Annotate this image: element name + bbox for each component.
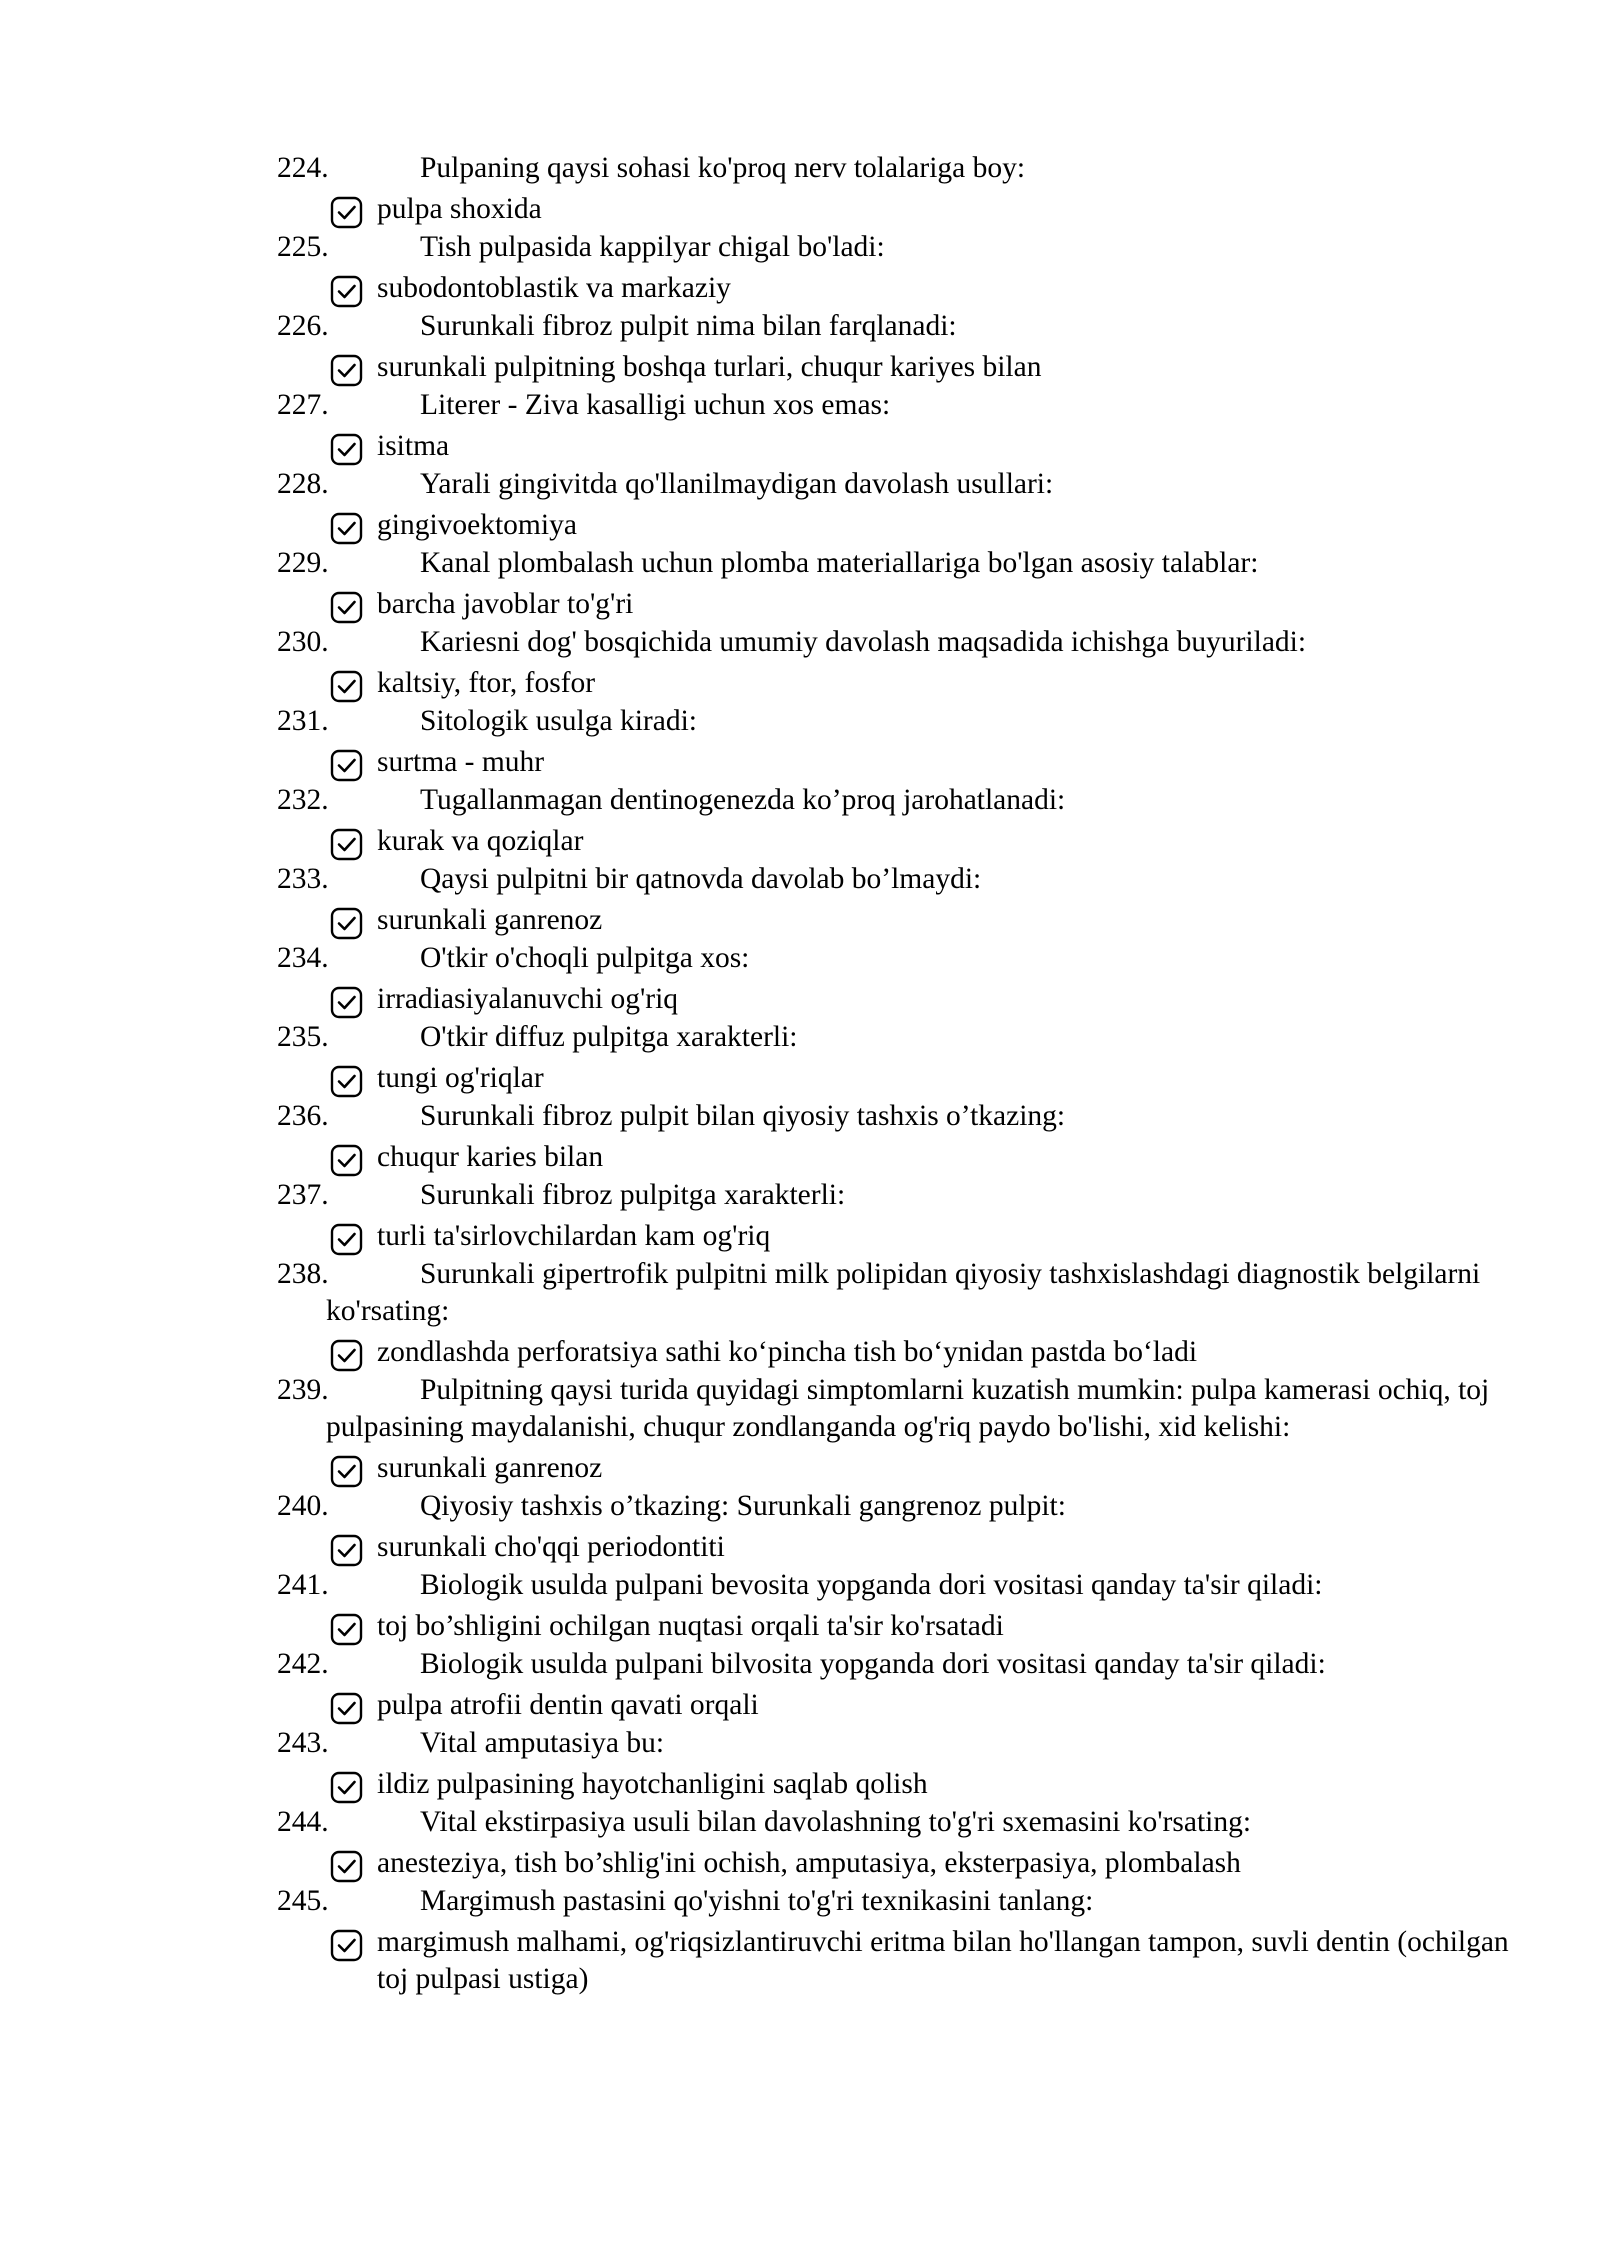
- question-text: Yarali gingivitda qo'llanilmaydigan davolash usullari:: [420, 468, 1054, 500]
- question: [0, 466, 1600, 503]
- question-text: Qaysi pulpitni bir qatnovda davolab bo’lmaydi:: [420, 863, 982, 895]
- question-number: 225.: [277, 231, 329, 263]
- question-text: Vital amputasiya bu:: [420, 1727, 665, 1759]
- question-number: 238.: [277, 1258, 329, 1290]
- question: [0, 624, 1600, 661]
- checkbox-checked-icon: [330, 275, 363, 308]
- question-number: 229.: [277, 547, 329, 579]
- question-number: 233.: [277, 863, 329, 895]
- correct-answer: [0, 270, 1600, 307]
- question: [0, 1019, 1600, 1056]
- answer-text: isitma: [377, 430, 450, 462]
- correct-answer: [0, 507, 1600, 544]
- question: [0, 1567, 1600, 1604]
- correct-answer: [0, 1334, 1600, 1371]
- question-number: 227.: [277, 389, 329, 421]
- question: [0, 1098, 1600, 1135]
- question: [0, 1646, 1600, 1683]
- correct-answer: [0, 1687, 1600, 1724]
- answer-text: barcha javoblar to'g'ri: [377, 588, 634, 620]
- answer-text: gingivoektomiya: [377, 509, 577, 541]
- correct-answer: [0, 586, 1600, 623]
- correct-answer: [0, 902, 1600, 939]
- answer-text: margimush malhami, og'riqsizlantiruvchi eritma bilan ho'llangan tampon, suvli dentin (ochilgan toj pulpasi ustiga): [377, 1926, 1509, 1995]
- checkbox-checked-icon: [330, 1065, 363, 1098]
- question-number: 236.: [277, 1100, 329, 1132]
- question-number: 226.: [277, 310, 329, 342]
- question-text: Qiyosiy tashxis o’tkazing: Surunkali gangrenoz pulpit:: [420, 1490, 1066, 1522]
- checkbox-checked-icon: [330, 1339, 363, 1372]
- question-text: Tish pulpasida kappilyar chigal bo'ladi:: [420, 231, 885, 263]
- question-number: 232.: [277, 784, 329, 816]
- question: [0, 308, 1600, 345]
- correct-answer: [0, 1450, 1600, 1487]
- answer-text: surunkali ganrenoz: [377, 904, 603, 936]
- answer-text: zondlashda perforatsiya sathi ko‘pincha tish bo‘ynidan pastda bo‘ladi: [377, 1336, 1198, 1368]
- question-number: 230.: [277, 626, 329, 658]
- question: [0, 1256, 1600, 1330]
- correct-answer: [0, 428, 1600, 465]
- question-number: 244.: [277, 1806, 329, 1838]
- correct-answer: [0, 1218, 1600, 1255]
- question-text: O'tkir diffuz pulpitga xarakterli:: [420, 1021, 798, 1053]
- question-text: Biologik usulda pulpani bevosita yopganda dori vositasi qanday ta'sir qiladi:: [420, 1569, 1323, 1601]
- answer-text: subodontoblastik va markaziy: [377, 272, 731, 304]
- question-number: 224.: [277, 152, 329, 184]
- correct-answer: [0, 1139, 1600, 1176]
- question-number: 241.: [277, 1569, 329, 1601]
- question: [0, 229, 1600, 266]
- question: [0, 1488, 1600, 1525]
- checkbox-checked-icon: [330, 354, 363, 387]
- question-text: Kariesni dog' bosqichida umumiy davolash maqsadida ichishga buyuriladi:: [420, 626, 1307, 658]
- question-number: 242.: [277, 1648, 329, 1680]
- question-text: Surunkali fibroz pulpit nima bilan farqlanadi:: [420, 310, 957, 342]
- checkbox-checked-icon: [330, 1455, 363, 1488]
- checkbox-checked-icon: [330, 433, 363, 466]
- question: [0, 1177, 1600, 1214]
- checkbox-checked-icon: [330, 1692, 363, 1725]
- question-number: 228.: [277, 468, 329, 500]
- question-number: 240.: [277, 1490, 329, 1522]
- checkbox-checked-icon: [330, 1850, 363, 1883]
- correct-answer: [0, 1529, 1600, 1566]
- question: [0, 1883, 1600, 1920]
- question: [0, 940, 1600, 977]
- question-text: Surunkali gipertrofik pulpitni milk polipidan qiyosiy tashxislashdagi diagnostik belgilarni ko'rsating:: [326, 1258, 1481, 1327]
- question-text: Margimush pastasini qo'yishni to'g'ri texnikasini tanlang:: [420, 1885, 1094, 1917]
- checkbox-checked-icon: [330, 1613, 363, 1646]
- checkbox-checked-icon: [330, 907, 363, 940]
- answer-text: kaltsiy, ftor, fosfor: [377, 667, 596, 699]
- checkbox-checked-icon: [330, 828, 363, 861]
- question-text: Literer - Ziva kasalligi uchun xos emas:: [420, 389, 891, 421]
- question-text: Pulpaning qaysi sohasi ko'proq nerv tolalariga boy:: [420, 152, 1026, 184]
- correct-answer: [0, 744, 1600, 781]
- question-number: 235.: [277, 1021, 329, 1053]
- answer-text: surunkali pulpitning boshqa turlari, chuqur kariyes bilan: [377, 351, 1042, 383]
- checkbox-checked-icon: [330, 1534, 363, 1567]
- question-number: 243.: [277, 1727, 329, 1759]
- checkbox-checked-icon: [330, 1223, 363, 1256]
- correct-answer: [0, 665, 1600, 702]
- correct-answer: [0, 1924, 1600, 1998]
- question-text: Sitologik usulga kiradi:: [420, 705, 697, 737]
- answer-text: tungi og'riqlar: [377, 1062, 544, 1094]
- question: [0, 703, 1600, 740]
- checkbox-checked-icon: [330, 196, 363, 229]
- question-text: O'tkir o'choqli pulpitga xos:: [420, 942, 750, 974]
- answer-text: surtma - muhr: [377, 746, 545, 778]
- checkbox-checked-icon: [330, 670, 363, 703]
- correct-answer: [0, 1845, 1600, 1882]
- correct-answer: [0, 349, 1600, 386]
- question: [0, 1372, 1600, 1446]
- question-text: Tugallanmagan dentinogenezda ko’proq jarohatlanadi:: [420, 784, 1066, 816]
- checkbox-checked-icon: [330, 1929, 363, 1962]
- question-text: Kanal plombalash uchun plomba materiallariga bo'lgan asosiy talablar:: [420, 547, 1259, 579]
- answer-text: ildiz pulpasining hayotchanligini saqlab qolish: [377, 1768, 928, 1800]
- question-text: Surunkali fibroz pulpitga xarakterli:: [420, 1179, 846, 1211]
- answer-text: pulpa shoxida: [377, 193, 542, 225]
- answer-text: surunkali ganrenoz: [377, 1452, 603, 1484]
- checkbox-checked-icon: [330, 986, 363, 1019]
- answer-text: turli ta'sirlovchilardan kam og'riq: [377, 1220, 771, 1252]
- question: [0, 387, 1600, 424]
- answer-text: pulpa atrofii dentin qavati orqali: [377, 1689, 759, 1721]
- question-number: 234.: [277, 942, 329, 974]
- checkbox-checked-icon: [330, 591, 363, 624]
- answer-text: kurak va qoziqlar: [377, 825, 584, 857]
- question: [0, 545, 1600, 582]
- correct-answer: [0, 981, 1600, 1018]
- correct-answer: [0, 823, 1600, 860]
- checkbox-checked-icon: [330, 749, 363, 782]
- correct-answer: [0, 1060, 1600, 1097]
- question-number: 239.: [277, 1374, 329, 1406]
- question-list: [0, 150, 1600, 1999]
- question: [0, 1804, 1600, 1841]
- answer-text: anesteziya, tish bo’shlig'ini ochish, amputasiya, eksterpasiya, plombalash: [377, 1847, 1241, 1879]
- question: [0, 782, 1600, 819]
- question-number: 237.: [277, 1179, 329, 1211]
- answer-text: toj bo’shligini ochilgan nuqtasi orqali ta'sir ko'rsatadi: [377, 1610, 1004, 1642]
- correct-answer: [0, 1766, 1600, 1803]
- question-number: 231.: [277, 705, 329, 737]
- answer-text: irradiasiyalanuvchi og'riq: [377, 983, 679, 1015]
- question: [0, 1725, 1600, 1762]
- checkbox-checked-icon: [330, 1771, 363, 1804]
- question-text: Surunkali fibroz pulpit bilan qiyosiy tashxis o’tkazing:: [420, 1100, 1066, 1132]
- checkbox-checked-icon: [330, 1144, 363, 1177]
- checkbox-checked-icon: [330, 512, 363, 545]
- question-text: Biologik usulda pulpani bilvosita yopganda dori vositasi qanday ta'sir qiladi:: [420, 1648, 1326, 1680]
- question-text: Pulpitning qaysi turida quyidagi simptomlarni kuzatish mumkin: pulpa kamerasi ochiq, toj pulpasining maydalanishi, chuqur zondlanganda og'riq paydo bo'lishi, xid kelishi:: [326, 1374, 1490, 1443]
- correct-answer: [0, 191, 1600, 228]
- answer-text: surunkali cho'qqi periodontiti: [377, 1531, 725, 1563]
- question-text: Vital ekstirpasiya usuli bilan davolashning to'g'ri sxemasini ko'rsating:: [420, 1806, 1252, 1838]
- correct-answer: [0, 1608, 1600, 1645]
- question: [0, 150, 1600, 187]
- question: [0, 861, 1600, 898]
- answer-text: chuqur karies bilan: [377, 1141, 604, 1173]
- question-number: 245.: [277, 1885, 329, 1917]
